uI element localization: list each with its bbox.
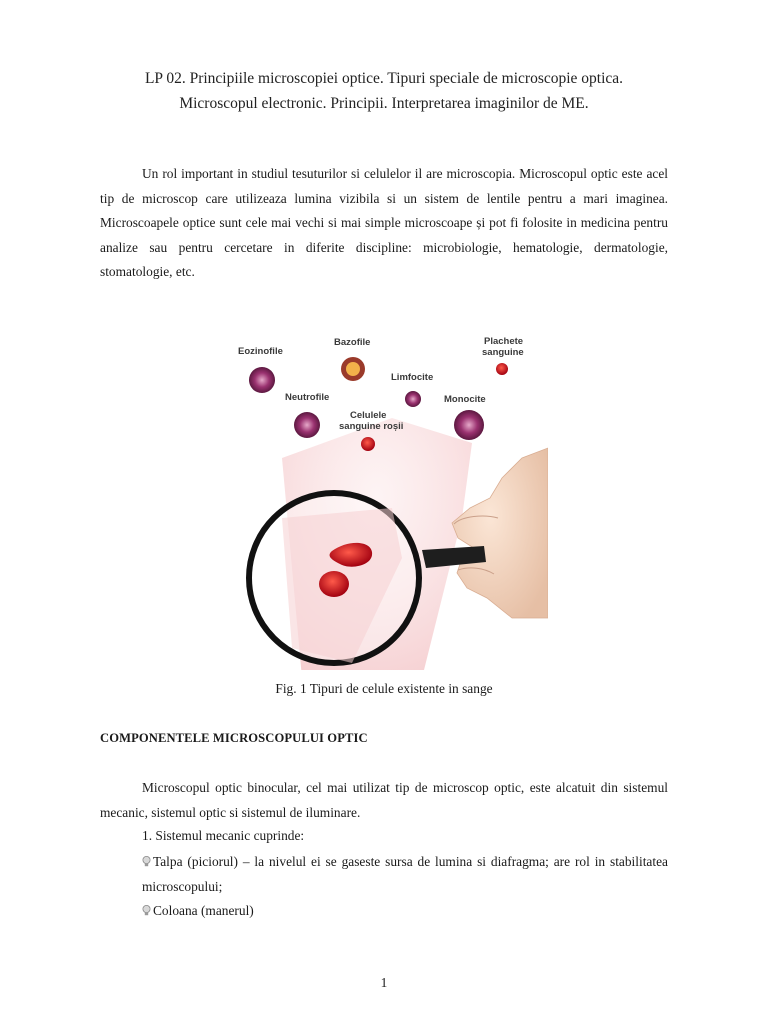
blood-cells-figure — [222, 318, 548, 670]
bullet-item — [100, 850, 668, 899]
monocit-cell — [454, 410, 484, 440]
bulb-bullet-icon — [142, 905, 151, 916]
label-limfocite: Limfocite — [391, 372, 434, 383]
figure-caption: Fig. 1 Tipuri de celule existente in sange — [275, 681, 493, 696]
neutrofil-cell — [294, 412, 320, 438]
label-celulele: Celulele — [350, 410, 387, 421]
eritrocit-cell — [361, 437, 375, 451]
label-celulele-2: sanguine roșii — [339, 421, 404, 432]
magnified-rbc-2 — [319, 571, 349, 597]
limfocit-cell — [405, 391, 421, 407]
section-heading: COMPONENTELE MICROSCOPULUI OPTIC — [100, 731, 368, 745]
label-neutrofile: Neutrofile — [285, 392, 330, 403]
page-number: 1 — [380, 975, 388, 990]
bullet-text: Coloana (manerul) — [153, 903, 254, 918]
intro-paragraph — [100, 162, 668, 285]
composition-text: Microscopul optic binocular, cel mai utilizat tip de microscop optic, este alcatuit din sistemul mecanic, sistemul optic si sistemul de iluminare. — [100, 780, 668, 820]
label-plachete-2: sanguine — [482, 347, 524, 358]
composition-paragraph — [100, 776, 668, 825]
eozinofil-cell — [249, 367, 275, 393]
plachete-cell — [496, 363, 508, 375]
title-line-1: LP 02. Principiile microscopiei optice. Tipuri speciale de microscopie optica. — [144, 70, 624, 87]
document-title — [60, 66, 708, 116]
intro-text: Un rol important in studiul tesuturilor si celulelor il are microscopia. Microscopul optic este acel tip de microscop care utilizeaza lumina vizibila si un sistem de lentile pentru a mari imaginea. Microscoapele optice sunt cele mai vechi si mai simple microscoape și pot fi folosite in medicina pentru analize sau pentru cercetare in diferite discipline: microbiologie, hematologie, dermatologie, stomatologie, etc. — [100, 166, 668, 279]
label-bazofile: Bazofile — [334, 337, 371, 348]
label-plachete: Plachete — [484, 336, 524, 347]
subsection-mechanical: 1. Sistemul mecanic cuprinde: — [142, 828, 305, 843]
bulb-bullet-icon — [142, 856, 151, 867]
title-line-2: Microscopul electronic. Principii. Interpretarea imaginilor de ME. — [179, 95, 589, 112]
bullet-text: Talpa (piciorul) – la nivelul ei se gaseste sursa de lumina si diafragma; are rol in stabilitatea microscopului; — [142, 854, 668, 894]
label-eozinofile: Eozinofile — [238, 346, 283, 357]
bullet-item — [100, 899, 668, 924]
label-monocite: Monocite — [444, 394, 486, 405]
